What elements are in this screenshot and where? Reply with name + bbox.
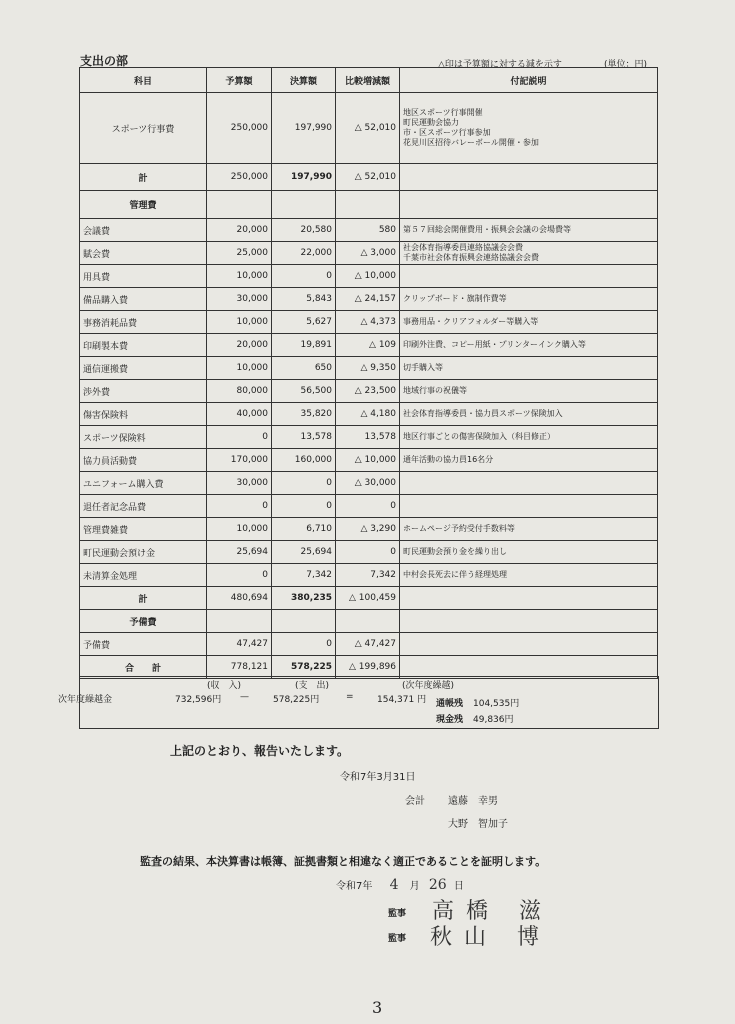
bank-label: 通帳残 — [436, 699, 464, 709]
row-budget: 10,000 — [207, 311, 272, 334]
row-budget: 480,694 — [207, 587, 272, 610]
row-budget: 170,000 — [207, 449, 272, 472]
row-subject: 町民運動会預け金 — [80, 541, 207, 564]
col-diff: 比較増減額 — [336, 68, 400, 93]
row-actual: 5,627 — [272, 311, 336, 334]
row-diff: △ 100,459 — [336, 587, 400, 610]
row-actual: 13,578 — [272, 426, 336, 449]
row-budget: 30,000 — [207, 472, 272, 495]
row-diff: △ 3,290 — [336, 518, 400, 541]
row-subject: 予備費 — [80, 633, 207, 656]
row-subject: 管理費雑費 — [80, 518, 207, 541]
section-heading-row — [80, 191, 658, 219]
row-actual: 197,990 — [272, 93, 336, 164]
row-budget: 0 — [207, 426, 272, 449]
row-subject: 退任者記念品費 — [80, 495, 207, 518]
expense-table — [79, 67, 658, 679]
table-row — [80, 265, 658, 288]
row-budget: 25,000 — [207, 242, 272, 265]
audit-statement: 監査の結果、本決算書は帳簿、証拠書類と相違なく適正であることを証明します。 — [140, 855, 547, 868]
row-diff: 7,342 — [336, 564, 400, 587]
table-row — [80, 564, 658, 587]
row-actual: 6,710 — [272, 518, 336, 541]
row-notes: 通年活動の協力員16名分 — [400, 449, 658, 472]
table-row — [80, 311, 658, 334]
bank-value: 104,535円 — [473, 699, 520, 709]
row-budget: 47,427 — [207, 633, 272, 656]
report-statement: 上記のとおり、報告いたします。 — [170, 744, 350, 758]
row-actual: 197,990 — [272, 164, 336, 191]
row-notes: 切手購入等 — [400, 357, 658, 380]
row-diff: △ 9,350 — [336, 357, 400, 380]
auditor-label-2: 監事 — [388, 934, 407, 944]
row-notes: 地区行事ごとの傷害保険加入（科目修正） — [400, 426, 658, 449]
row-diff: △ 23,500 — [336, 380, 400, 403]
row-budget: 10,000 — [207, 265, 272, 288]
row-subject: 印刷製本費 — [80, 334, 207, 357]
row-notes: 印刷外注費、コピー用紙・プリンターインク購入等 — [400, 334, 658, 357]
row-budget: 80,000 — [207, 380, 272, 403]
row-actual: 380,235 — [272, 587, 336, 610]
table-row — [80, 541, 658, 564]
row-diff: △ 4,373 — [336, 311, 400, 334]
row-diff: △ 47,427 — [336, 633, 400, 656]
row-notes: 町民運動会預り金を繰り出し — [400, 541, 658, 564]
col-subject: 科目 — [80, 68, 207, 93]
carry-value: 154,371 円 — [377, 695, 427, 705]
audit-date-day: 26 — [428, 877, 447, 893]
table-row — [80, 242, 658, 265]
row-actual: 35,820 — [272, 403, 336, 426]
row-notes: 社会体育指導委員・協力員スポーツ保険加入 — [400, 403, 658, 426]
table-row — [80, 495, 658, 518]
row-subject: 事務消耗品費 — [80, 311, 207, 334]
note-line: 地区スポーツ行事開催 — [403, 108, 483, 117]
accountant-name-2: 大野 智加子 — [448, 819, 508, 830]
row-budget: 250,000 — [207, 93, 272, 164]
row-budget: 10,000 — [207, 357, 272, 380]
note-line: 町民運動会協力 — [403, 118, 459, 127]
row-notes — [400, 633, 658, 656]
row-budget: 20,000 — [207, 219, 272, 242]
row-notes — [400, 265, 658, 288]
income-label: (収 入) — [207, 681, 242, 691]
row-diff: △ 24,157 — [336, 288, 400, 311]
cash-label: 現金残 — [436, 715, 464, 725]
row-subject: 用具費 — [80, 265, 207, 288]
carryover-row-label: 次年度繰越金 — [58, 695, 113, 705]
expense-value: 578,225円 — [273, 695, 320, 705]
section-heading-row — [80, 610, 658, 633]
table-row — [80, 357, 658, 380]
income-value: 732,596円 — [175, 695, 222, 705]
row-notes: 社会体育指導委員連絡協議会会費 千葉市社会体育振興会連絡協議会会費 — [400, 242, 658, 265]
table-row — [80, 449, 658, 472]
row-actual: 25,694 — [272, 541, 336, 564]
row-diff: △ 3,000 — [336, 242, 400, 265]
row-subject: 協力員活動費 — [80, 449, 207, 472]
row-budget: 250,000 — [207, 164, 272, 191]
accountant-name-1: 遠藤 幸男 — [448, 796, 498, 807]
row-subject: 備品購入費 — [80, 288, 207, 311]
auditor-signature-2: 秋山 博 — [430, 925, 551, 950]
row-diff: △ 52,010 — [336, 164, 400, 191]
row-notes: 中村会長死去に伴う経理処理 — [400, 564, 658, 587]
row-notes: 第５７回総会開催費用・振興会会議の会場費等 — [400, 219, 658, 242]
table-row — [80, 334, 658, 357]
page-number: 3 — [372, 998, 383, 1017]
row-notes — [400, 587, 658, 610]
audit-date-month: 4 — [389, 877, 399, 893]
row-diff: 0 — [336, 495, 400, 518]
row-subject: スポーツ保険料 — [80, 426, 207, 449]
row-actual: 0 — [272, 633, 336, 656]
row-budget: 40,000 — [207, 403, 272, 426]
row-notes — [400, 93, 658, 164]
row-notes: ホームページ予約受付手数料等 — [400, 518, 658, 541]
subtotal-row — [80, 587, 658, 610]
section-heading: 予備費 — [80, 610, 207, 633]
row-subject: 渉外費 — [80, 380, 207, 403]
row-budget: 10,000 — [207, 518, 272, 541]
row-actual: 160,000 — [272, 449, 336, 472]
carry-label: (次年度繰越) — [402, 681, 455, 691]
row-subject: 会議費 — [80, 219, 207, 242]
report-date: 令和7年3月31日 — [340, 772, 416, 783]
row-actual: 650 — [272, 357, 336, 380]
row-subject: 傷害保険料 — [80, 403, 207, 426]
table-row — [80, 93, 658, 164]
row-budget: 25,694 — [207, 541, 272, 564]
row-subject: ユニフォーム購入費 — [80, 472, 207, 495]
minus-sign: — — [240, 692, 249, 702]
row-actual: 22,000 — [272, 242, 336, 265]
table-row — [80, 380, 658, 403]
cash-value: 49,836円 — [473, 715, 514, 725]
col-budget: 予算額 — [207, 68, 272, 93]
audit-date-day-unit: 日 — [453, 881, 464, 892]
row-diff: △ 199,896 — [336, 656, 400, 679]
row-notes: 事務用品・クリアフォルダー等購入等 — [400, 311, 658, 334]
row-notes: クリップボード・旗制作費等 — [400, 288, 658, 311]
row-diff: △ 109 — [336, 334, 400, 357]
audit-date-prefix: 令和7年 — [336, 881, 373, 892]
section-heading: 管理費 — [80, 191, 207, 219]
note-line: 花見川区招待バレーボール開催・参加 — [403, 138, 539, 147]
audit-date-month-unit: 月 — [409, 881, 420, 892]
unit-label: (単位：円) — [604, 60, 648, 70]
auditor-label-1: 監事 — [388, 909, 407, 919]
equals-sign: = — [346, 692, 354, 702]
row-diff: △ 10,000 — [336, 265, 400, 288]
row-actual: 0 — [272, 495, 336, 518]
row-actual: 0 — [272, 472, 336, 495]
table-row — [80, 472, 658, 495]
row-actual: 0 — [272, 265, 336, 288]
table-note: △印は予算額に対する減を示す — [438, 60, 562, 70]
row-diff: △ 4,180 — [336, 403, 400, 426]
row-budget: 20,000 — [207, 334, 272, 357]
table-row — [80, 518, 658, 541]
row-subject: 計 — [80, 587, 207, 610]
row-subject: 合 計 — [80, 656, 207, 679]
expense-label: (支 出) — [295, 681, 330, 691]
row-actual: 578,225 — [272, 656, 336, 679]
row-notes: 地域行事の祝儀等 — [400, 380, 658, 403]
row-notes — [400, 495, 658, 518]
row-subject: 計 — [80, 164, 207, 191]
row-diff: △ 52,010 — [336, 93, 400, 164]
row-subject: 賦会費 — [80, 242, 207, 265]
col-notes: 付記説明 — [400, 68, 658, 93]
row-budget: 0 — [207, 564, 272, 587]
auditor-signature-1: 高橋 滋 — [432, 899, 553, 924]
table-row — [80, 633, 658, 656]
page-title: 支出の部 — [80, 54, 129, 68]
row-diff: 13,578 — [336, 426, 400, 449]
row-actual: 7,342 — [272, 564, 336, 587]
table-header — [80, 68, 658, 93]
subtotal-row — [80, 164, 658, 191]
carryover-summary — [58, 676, 659, 729]
row-actual: 20,580 — [272, 219, 336, 242]
col-actual: 決算額 — [272, 68, 336, 93]
row-subject: 通信運搬費 — [80, 357, 207, 380]
row-diff: 0 — [336, 541, 400, 564]
row-budget: 0 — [207, 495, 272, 518]
row-notes — [400, 164, 658, 191]
row-diff: △ 10,000 — [336, 449, 400, 472]
row-subject: 未清算金処理 — [80, 564, 207, 587]
row-subject: スポーツ行事費 — [80, 93, 207, 164]
row-notes — [400, 472, 658, 495]
table-row — [80, 403, 658, 426]
table-row — [80, 426, 658, 449]
row-diff: △ 30,000 — [336, 472, 400, 495]
table-row — [80, 219, 658, 242]
row-budget: 30,000 — [207, 288, 272, 311]
row-budget: 778,121 — [207, 656, 272, 679]
note-line: 市・区スポーツ行事参加 — [403, 128, 491, 137]
audit-date — [336, 877, 464, 893]
row-actual: 56,500 — [272, 380, 336, 403]
row-diff: 580 — [336, 219, 400, 242]
row-actual: 5,843 — [272, 288, 336, 311]
accountant-label: 会計 — [405, 796, 425, 807]
row-actual: 19,891 — [272, 334, 336, 357]
table-row — [80, 288, 658, 311]
